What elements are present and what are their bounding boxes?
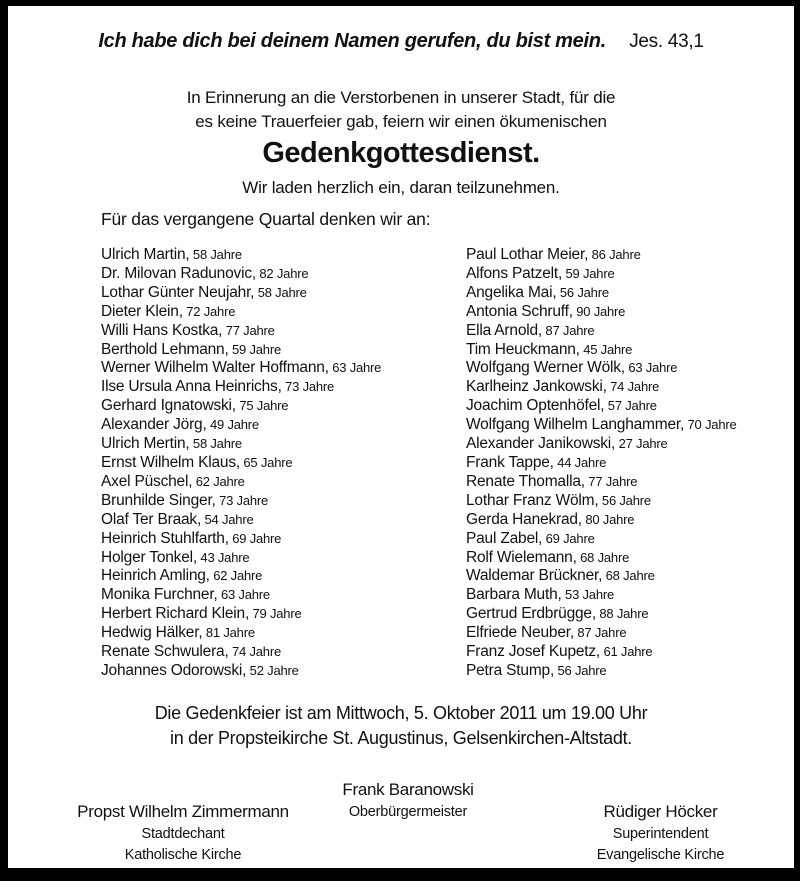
memorial-entry-name: Rolf Wielemann, — [466, 548, 577, 566]
memorial-entry-name: Petra Stump, — [466, 661, 555, 679]
memorial-entry-age: 59 Jahre — [562, 265, 615, 281]
event-line-2: in der Propsteikirche St. Augustinus, Gelsenkirchen-Altstadt. — [170, 728, 632, 748]
signature-protestant-name: Rüdiger Höcker — [603, 802, 718, 821]
memorial-entry — [466, 530, 764, 549]
signature-protestant-role2: Evangelische Kirche — [596, 847, 725, 863]
scripture-quote — [8, 30, 794, 53]
memorial-entry — [101, 284, 466, 303]
memorial-entry-name: Willi Hans Kostka, — [101, 321, 223, 339]
memorial-entry-age: 77 Jahre — [584, 473, 638, 489]
memorial-entry-age: 53 Jahre — [561, 587, 615, 603]
memorial-entry — [101, 246, 466, 265]
memorial-entry-name: Ernst Wilhelm Klaus, — [101, 453, 240, 471]
memorial-entry-age: 44 Jahre — [553, 454, 607, 470]
memorial-entry-age: 63 Jahre — [328, 360, 382, 376]
memorial-entry-name: Waldemar Brückner, — [466, 567, 603, 585]
memorial-entry-age: 56 Jahre — [556, 284, 609, 300]
memorial-entry-name: Holger Tonkel, — [101, 548, 197, 566]
memorial-entry — [466, 265, 764, 284]
memorial-entry-name: Gertrud Erdbrügge, — [466, 605, 596, 623]
page-title: Gedenkgottesdienst. — [262, 137, 540, 169]
memorial-entry-name: Wolfgang Werner Wölk, — [466, 359, 625, 377]
memorial-entry-name: Axel Püschel, — [101, 472, 193, 490]
memorial-entry-age: 56 Jahre — [554, 662, 607, 678]
memorial-entry — [466, 473, 764, 492]
memorial-entry-name: Barbara Muth, — [466, 586, 562, 604]
memorial-entry-name: Frank Tappe, — [466, 453, 554, 471]
memorial-entry — [466, 378, 764, 397]
signature-protestant — [513, 800, 800, 866]
signature-mayor-name: Frank Baranowski — [342, 780, 474, 799]
memorial-entry — [466, 341, 764, 360]
memorial-entry — [101, 662, 466, 681]
memorial-entry-name: Gerda Hanekrad, — [466, 510, 582, 528]
memorial-entry-name: Brunhilde Singer, — [101, 491, 216, 509]
memorial-entry-age: 87 Jahre — [542, 322, 595, 338]
memorial-entry — [466, 416, 764, 435]
quote-text: Ich habe dich bei deinem Namen gerufen, du bist mein. — [98, 30, 606, 52]
memorial-entry-age: 74 Jahre — [228, 644, 281, 660]
intro-paragraph — [8, 86, 794, 134]
memorial-entry-age: 72 Jahre — [182, 303, 236, 319]
memorial-entry-age: 77 Jahre — [222, 322, 275, 338]
quote-source: Jes. 43,1 — [629, 31, 704, 52]
intro-line-2: es keine Trauerfeier gab, feiern wir einen ökumenischen — [195, 112, 607, 131]
memorial-entry — [466, 643, 764, 662]
memorial-entry-age: 49 Jahre — [206, 417, 259, 433]
memorial-entry-age: 86 Jahre — [588, 247, 641, 262]
memorial-entry-age: 75 Jahre — [235, 398, 289, 414]
memorial-entry-age: 63 Jahre — [624, 360, 678, 376]
memorial-entry — [466, 511, 764, 530]
memorial-entry-name: Dr. Milovan Radunovic, — [101, 264, 256, 282]
memorial-entry-name: Ella Arnold, — [466, 321, 543, 339]
memorial-entry — [101, 416, 466, 435]
memorial-entry-age: 56 Jahre — [598, 492, 651, 508]
memorial-entry — [101, 265, 466, 284]
memorial-entry — [101, 378, 466, 397]
list-intro: Für das vergangene Quartal denken wir an: — [101, 209, 431, 229]
memorial-entry-age: 74 Jahre — [606, 379, 660, 395]
memorial-entry-name: Renate Schwulera, — [101, 643, 229, 661]
event-details — [8, 701, 794, 751]
memorial-entry-name: Hedwig Hälker, — [101, 624, 203, 642]
memorial-entry — [466, 605, 764, 624]
memorial-entry-name: Franz Josef Kupetz, — [466, 643, 601, 661]
signature-mayor-role: Oberbürgermeister — [348, 804, 468, 820]
memorial-entry-name: Monika Furchner, — [101, 586, 218, 604]
memorial-entry-age: 54 Jahre — [201, 511, 254, 527]
memorial-entry — [466, 397, 764, 416]
memorial-entry-name: Angelika Mai, — [466, 283, 557, 301]
memorial-entry-name: Lothar Günter Neujahr, — [101, 283, 255, 301]
memorial-entry-age: 58 Jahre — [254, 284, 307, 300]
memorial-entry — [466, 662, 764, 681]
memorial-entry — [466, 246, 764, 265]
memorial-entry-age: 58 Jahre — [189, 436, 242, 452]
memorial-entry-name: Berthold Lehmann, — [101, 340, 229, 358]
memorial-entry-age: 80 Jahre — [581, 511, 635, 527]
memorial-entry-name: Wolfgang Wilhelm Langhammer, — [466, 416, 685, 434]
memorial-entry — [466, 624, 764, 643]
memorial-entry-name: Antonia Schruff, — [466, 302, 573, 320]
memorial-entry-age: 59 Jahre — [228, 341, 281, 357]
memorial-entry-name: Alexander Jörg, — [101, 416, 207, 434]
memorial-entry-name: Lothar Franz Wölm, — [466, 491, 599, 509]
memorial-entry-age: 61 Jahre — [600, 644, 653, 660]
memorial-entry-name: Ilse Ursula Anna Heinrichs, — [101, 378, 282, 396]
memorial-entry-name: Gerhard Ignatowski, — [101, 397, 236, 415]
memorial-entry-age: 62 Jahre — [209, 568, 263, 584]
memorial-entry-age: 90 Jahre — [572, 303, 626, 319]
signature-protestant-role1: Superintendent — [612, 826, 709, 842]
memorial-entry — [101, 359, 466, 378]
names-column-left — [101, 246, 466, 681]
memorial-entry — [101, 624, 466, 643]
memorial-entry-age: 43 Jahre — [197, 549, 250, 565]
memorial-entry — [101, 530, 466, 549]
memorial-entry-name: Ulrich Mertin, — [101, 435, 190, 453]
memorial-entry-name: Elfriede Neuber, — [466, 624, 574, 642]
memorial-entry-age: 58 Jahre — [189, 247, 242, 262]
memorial-entry — [101, 303, 466, 322]
memorial-entry-name: Tim Heuckmann, — [466, 340, 580, 358]
memorial-entry — [101, 322, 466, 341]
memorial-entry-age: 73 Jahre — [281, 379, 335, 395]
memorial-entry-name: Dieter Klein, — [101, 302, 183, 320]
memorial-entry-name: Paul Zabel, — [466, 529, 543, 547]
memorial-entry — [101, 341, 466, 360]
memorial-entry — [101, 643, 466, 662]
subtitle: Wir laden herzlich ein, daran teilzunehmen. — [242, 178, 560, 197]
memorial-entry-name: Heinrich Amling, — [101, 567, 210, 585]
memorial-entry-name: Heinrich Stuhlfarth, — [101, 529, 229, 547]
memorial-entry-name: Ulrich Martin, — [101, 246, 190, 263]
memorial-entry-name: Paul Lothar Meier, — [466, 246, 589, 263]
signature-catholic-role2: Katholische Kirche — [124, 847, 242, 863]
memorial-entry-age: 65 Jahre — [239, 454, 293, 470]
memorial-entry — [466, 322, 764, 341]
memorial-entry-age: 87 Jahre — [573, 625, 627, 641]
memorial-entry-age: 79 Jahre — [249, 606, 302, 622]
memorial-entry — [466, 284, 764, 303]
memorial-entry-age: 69 Jahre — [228, 530, 282, 546]
memorial-entry — [466, 567, 764, 586]
memorial-entry-age: 82 Jahre — [255, 265, 309, 281]
names-columns — [101, 246, 764, 681]
intro-line-1: In Erinnerung an die Verstorbenen in unserer Stadt, für die — [186, 88, 616, 107]
memorial-entry — [101, 397, 466, 416]
memorial-entry — [101, 492, 466, 511]
memorial-entry — [101, 473, 466, 492]
memorial-entry-name: Karlheinz Jankowski, — [466, 378, 607, 396]
memorial-entry — [101, 454, 466, 473]
memorial-entry-age: 27 Jahre — [615, 436, 668, 452]
event-line-1: Die Gedenkfeier ist am Mittwoch, 5. Oktober 2011 um 19.00 Uhr — [154, 703, 648, 723]
memorial-entry — [466, 492, 764, 511]
memorial-entry — [466, 454, 764, 473]
memorial-entry-age: 52 Jahre — [246, 662, 299, 678]
memorial-entry — [466, 586, 764, 605]
memorial-entry-name: Johannes Odorowski, — [101, 661, 247, 679]
memorial-entry-age: 68 Jahre — [576, 549, 630, 565]
memorial-entry-age: 63 Jahre — [217, 587, 270, 603]
memorial-entry-age: 70 Jahre — [684, 417, 737, 433]
memorial-entry — [466, 435, 764, 454]
memorial-entry — [101, 567, 466, 586]
memorial-entry-age: 73 Jahre — [215, 492, 269, 508]
memorial-entry-age: 88 Jahre — [595, 606, 649, 622]
memorial-entry-name: Joachim Optenhöfel, — [466, 397, 605, 415]
memorial-entry-name: Olaf Ter Braak, — [101, 510, 202, 528]
memorial-entry-age: 45 Jahre — [579, 341, 633, 357]
memorial-entry-age: 81 Jahre — [202, 625, 255, 641]
memorial-entry — [101, 605, 466, 624]
memorial-entry-age: 57 Jahre — [604, 398, 657, 414]
signature-catholic — [38, 800, 328, 866]
names-column-right — [466, 246, 764, 681]
signature-catholic-role1: Stadtdechant — [141, 826, 225, 842]
memorial-entry — [466, 359, 764, 378]
memorial-entry-name: Herbert Richard Klein, — [101, 605, 250, 623]
signature-catholic-name: Propst Wilhelm Zimmermann — [77, 802, 289, 821]
memorial-entry-age: 69 Jahre — [542, 530, 595, 546]
memorial-entry-name: Alfons Patzelt, — [466, 264, 563, 282]
memorial-entry — [101, 435, 466, 454]
memorial-entry — [466, 549, 764, 568]
memorial-entry — [101, 586, 466, 605]
memorial-entry — [466, 303, 764, 322]
memorial-entry-name: Werner Wilhelm Walter Hoffmann, — [101, 359, 329, 377]
memorial-entry-age: 68 Jahre — [602, 568, 655, 584]
memorial-entry-age: 62 Jahre — [192, 473, 245, 489]
memorial-entry-name: Alexander Janikowski, — [466, 435, 616, 453]
memorial-entry-name: Renate Thomalla, — [466, 472, 585, 490]
memorial-entry — [101, 511, 466, 530]
memorial-entry — [101, 549, 466, 568]
